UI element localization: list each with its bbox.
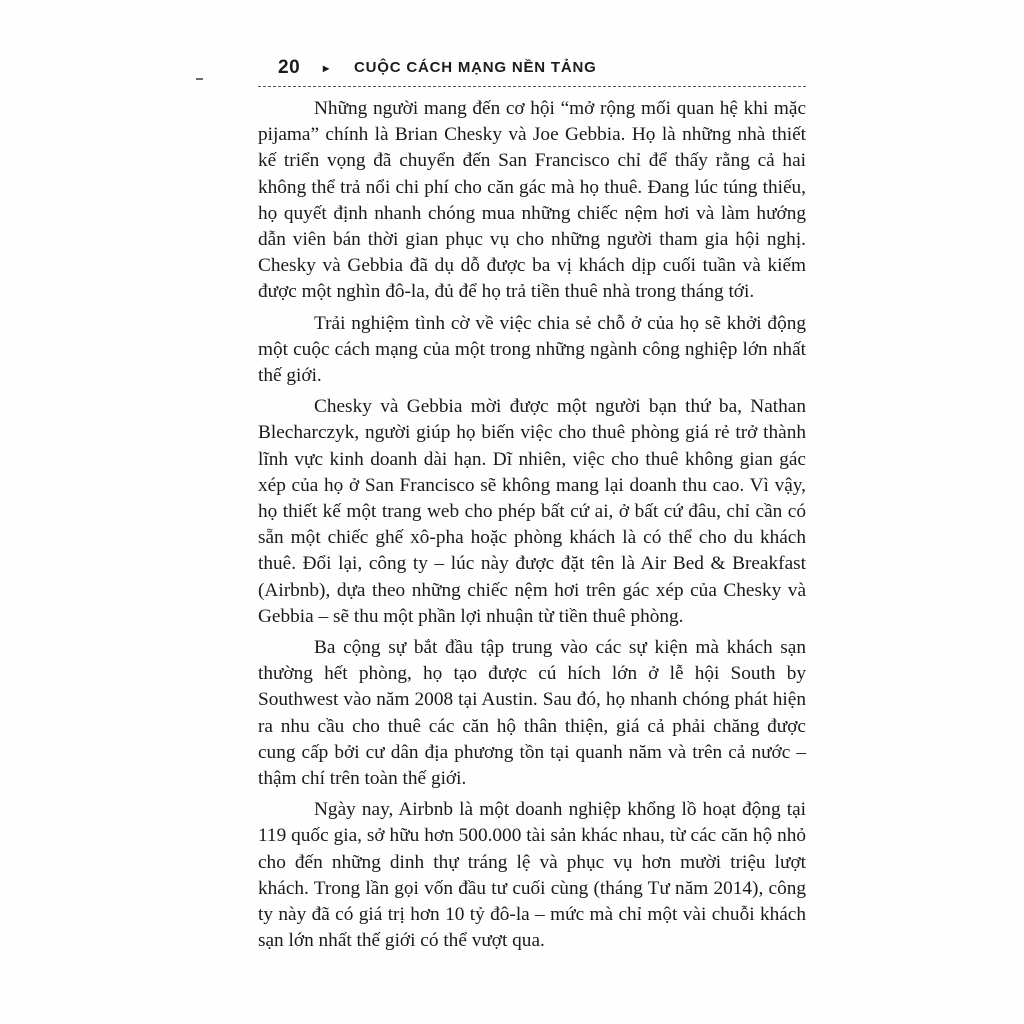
paragraph: Trải nghiệm tình cờ về việc chia sẻ chỗ ở của họ sẽ khởi động một cuộc cách mạng của một trong những ngành công nghiệp lớn nhất thế giới. bbox=[258, 312, 806, 387]
margin-mark bbox=[196, 78, 203, 80]
page-number: 20 bbox=[278, 57, 301, 78]
paragraph: Những người mang đến cơ hội “mở rộng mối quan hệ khi mặc pijama” chính là Brian Chesky và Joe Gebbia. Họ là những nhà thiết kế triển vọng đã chuyển đến San Francisco chỉ để thấy rằng cả hai không thể trả nổi chi phí cho căn gác mà họ thuê. Đang lúc túng thiếu, họ quyết định nhanh chóng mua những chiếc nệm hơi và làm hướng dẫn viên bán thời gian phục vụ cho những người tham gia hội nghị. Chesky và Gebbia đã dụ dỗ được ba vị khách dịp cuối tuần và kiếm được một nghìn đô-la, đủ để họ trả tiền thuê nhà trong tháng tới. bbox=[258, 98, 806, 303]
paragraph: Chesky và Gebbia mời được một người bạn thứ ba, Nathan Blecharczyk, người giúp họ biến việc cho thuê phòng giá rẻ trở thành lĩnh vực kinh doanh dài hạn. Dĩ nhiên, việc cho thuê không gian gác xép của họ ở San Francisco sẽ không mang lại doanh thu cao. Vì vậy, họ thiết kế một trang web cho phép bất cứ ai, ở bất cứ đâu, chỉ cần có sẵn một chiếc ghế xô-pha hoặc phòng khách là có thể cho du khách thuê. Đổi lại, công ty – lúc này được đặt tên là Air Bed & Breakfast (Airbnb), dựa theo những chiếc nệm hơi trên gác xép của Chesky và Gebbia – sẽ thu một phần lợi nhuận từ tiền thuê phòng. bbox=[258, 396, 806, 627]
triangle-arrow-icon: ▸ bbox=[323, 61, 330, 75]
chapter-title: CUỘC CÁCH MẠNG NỀN TẢNG bbox=[354, 59, 597, 76]
body-text bbox=[258, 96, 806, 955]
paragraph: Ba cộng sự bắt đầu tập trung vào các sự kiện mà khách sạn thường hết phòng, họ tạo được cú hích lớn ở lễ hội South by Southwest vào năm 2008 tại Austin. Sau đó, họ nhanh chóng phát hiện ra nhu cầu cho thuê các căn hộ thân thiện, giá cả phải chăng được cung cấp bởi cư dân địa phương tồn tại quanh năm và trên cả nước – thậm chí trên toàn thế giới. bbox=[258, 637, 806, 790]
running-header bbox=[258, 55, 806, 89]
paragraph: Ngày nay, Airbnb là một doanh nghiệp khổng lồ hoạt động tại 119 quốc gia, sở hữu hơn 500.000 tài sản khác nhau, từ các căn hộ nhỏ cho đến những dinh thự tráng lệ và phục vụ hơn mười triệu lượt khách. Trong lần gọi vốn đầu tư cuối cùng (tháng Tư năm 2014), công ty này đã có giá trị hơn 10 tỷ đô-la – mức mà chỉ một vài chuỗi khách sạn lớn nhất thế giới có thể vượt qua. bbox=[258, 799, 806, 952]
header-divider bbox=[258, 86, 806, 87]
